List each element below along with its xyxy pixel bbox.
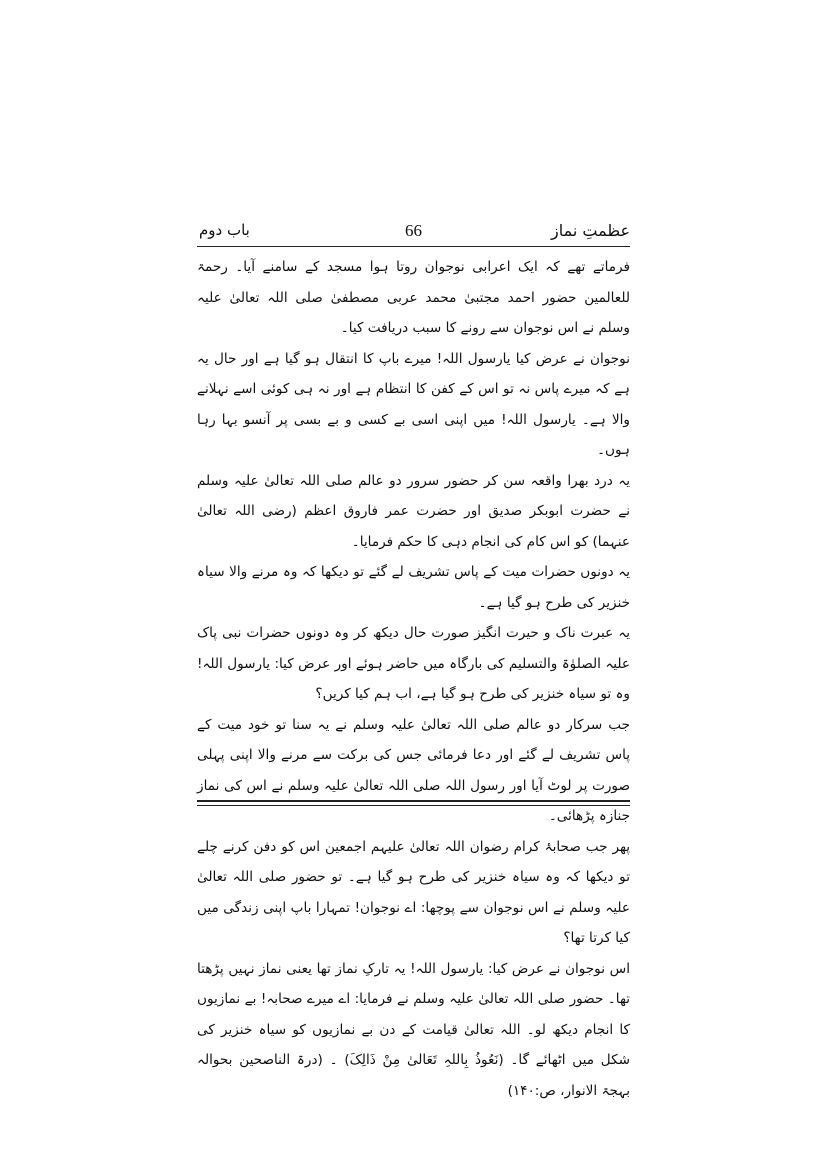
paragraph-6: جب سرکار دو عالم صلی اللہ تعالیٰ علیہ وسلم نے یہ سنا تو خود میت کے پاس تشریف لے گئے اور دعا فرمائی جس کی برکت سے مرنے والا اپنی پہلی صورت پر لوٹ آیا اور رسول اللہ صلی اللہ تعالیٰ علیہ وسلم نے اس کی نماز جنازہ پڑھائی۔: [197, 716, 630, 824]
paragraph-3: یہ درد بھرا واقعہ سن کر حضور سرور دو عالم صلی اللہ تعالیٰ علیہ وسلم نے حضرت ابوبکر صدیق اور حضرت عمر فاروق اعظم (رضی اللہ تعالیٰ عنہما) کو اس کام کی انجام دہی کا حکم فرمایا۔: [197, 472, 630, 550]
paragraph-8: اس نوجوان نے عرض کیا: یارسول اللہ! یہ تارکِ نماز تھا یعنی نماز نہیں پڑھتا تھا۔ حضور صلی اللہ تعالیٰ علیہ وسلم نے فرمایا: اے میرے صحابہ! بے نمازیوں کا انجام دیکھ لو۔ اللہ تعالیٰ قیامت کے دن بے نمازیوں کو سیاہ خنزیر کی شکل میں اٹھائے گا۔ (نَعُوذُ بِاللہِ تَعَالیٰ مِنْ ذَالِکَ) ۔ (درۃ الناصحین بحوالہ بہجۃ الانوار، ص:۱۴۰): [197, 960, 630, 1099]
book-title: عظمتِ نماز: [550, 221, 630, 240]
footer-rule-thick: [197, 800, 630, 802]
paragraph-7: پھر جب صحابۂ کرام رضوان اللہ تعالیٰ علیہم اجمعین اس کو دفن کرنے چلے تو دیکھا کہ وہ سیاہ خنزیر کی طرح ہو گیا ہے۔ تو حضور صلی اللہ تعالیٰ علیہ وسلم نے اس نوجوان سے پوچھا: اے نوجوان! تمہارا باپ اپنی زندگی میں کیا کرتا تھا؟: [197, 838, 630, 946]
paragraph-2: نوجوان نے عرض کیا یارسول اللہ! میرے باپ کا انتقال ہو گیا ہے اور حال یہ ہے کہ میرے پاس نہ تو اس کے کفن کا انتظام ہے اور نہ ہی کوئی اسے نہلانے والا ہے۔ یارسول اللہ! میں اپنی اسی بے کسی و بے بسی پر آنسو بہا رہا ہوں۔: [197, 350, 630, 458]
chapter-label: باب دوم: [199, 221, 250, 239]
paragraph-5: یہ عبرت ناک و حیرت انگیز صورت حال دیکھ کر وہ دونوں حضرات نبی پاک علیہ الصلوٰۃ والتسلیم کی بارگاہ میں حاضر ہوئے اور عرض کیا: یارسول اللہ! وہ تو سیاہ خنزیر کی طرح ہو گیا ہے، اب ہم کیا کریں؟: [197, 625, 630, 702]
page-number: 66: [405, 221, 422, 240]
footer-rule-thin: [197, 805, 630, 806]
paragraph-1: فرماتے تھے کہ ایک اعرابی نوجوان روتا ہوا مسجد کے سامنے آیا۔ رحمۃ للعالمین حضور احمد مجتبیٰ محمد عربی مصطفیٰ صلی اللہ تعالیٰ علیہ وسلم نے اس نوجوان سے رونے کا سبب دریافت کیا۔: [197, 259, 630, 336]
paragraph-4: یہ دونوں حضرات میت کے پاس تشریف لے گئے تو دیکھا کہ وہ مرنے والا سیاہ خنزیر کی طرح ہو گیا ہے۔: [197, 564, 630, 611]
footer-rule: [197, 800, 630, 806]
page-header: [197, 221, 630, 247]
page-body: [197, 252, 630, 1099]
header-rule: [197, 246, 630, 247]
